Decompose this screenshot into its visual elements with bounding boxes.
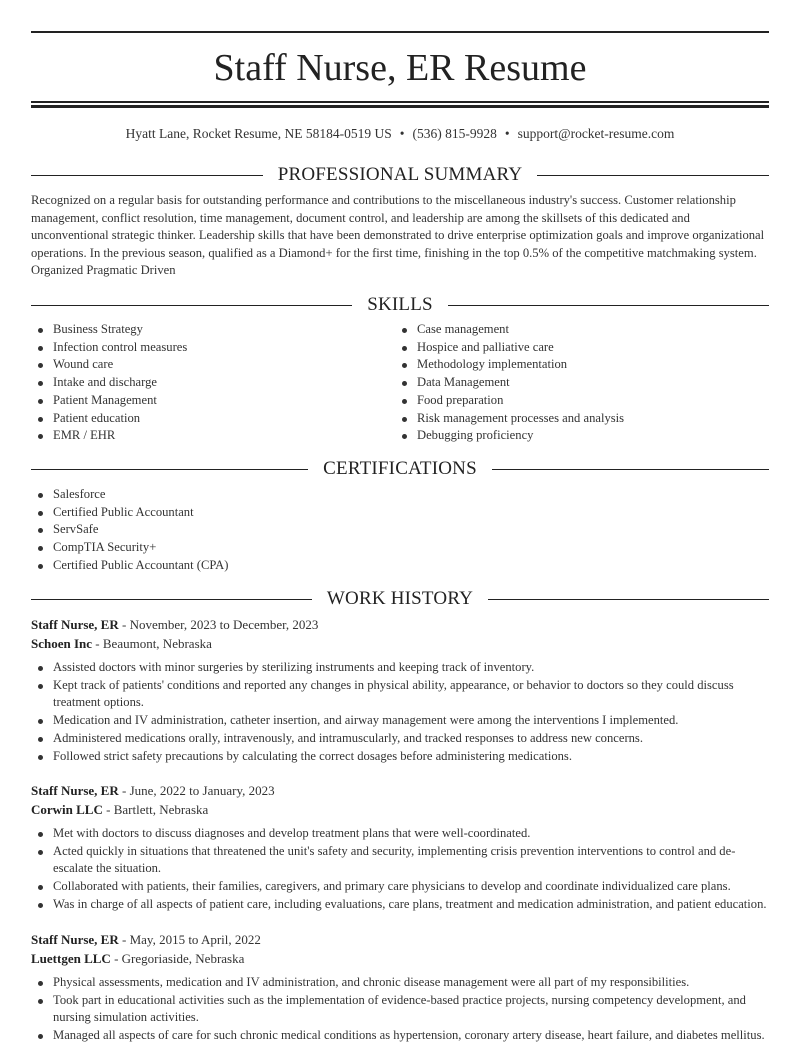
skill-item: Debugging proficiency xyxy=(395,427,769,445)
section-rule-right xyxy=(448,305,769,306)
contact-separator: • xyxy=(504,126,510,141)
skill-item: Food preparation xyxy=(395,392,769,410)
job-title: Staff Nurse, ER xyxy=(31,932,119,947)
job-duties-list xyxy=(31,825,769,914)
job-duty-item: Assisted doctors with minor surgeries by sterilizing instruments and keeping track of inventory. xyxy=(31,659,769,677)
professional-summary-text: Recognized on a regular basis for outstanding performance and contributions to the miscellaneous industry's success. Customer relationship management, conflict resolution, time management, document control, and leadership are among the skillsets of this dedicated and unconventional strategic thinker. Leadership skills that have been demonstrated to drive enterprise optimization goals and improve organizational operations. In the previous season, qualified as a Diamond+ for the first time, finishing in the top 0.5% of the competitive matchmaking system. Organized Pragmatic Driven xyxy=(31,193,765,278)
job-duty-item: Acted quickly in situations that threatened the unit's safety and security, implementing crisis prevention interventions to control and de-escalate the situation. xyxy=(31,843,769,878)
job-duties-list xyxy=(31,974,769,1045)
contact-address: Hyatt Lane, Rocket Resume, NE 58184-0519 US xyxy=(125,126,392,141)
company-name: Luettgen LLC xyxy=(31,951,111,966)
company-location: - Bartlett, Nebraska xyxy=(102,802,209,817)
contact-line xyxy=(31,124,769,144)
certification-item: Certified Public Accountant (CPA) xyxy=(31,557,769,575)
section-title-skills: SKILLS xyxy=(367,294,433,315)
skill-item: Patient education xyxy=(31,410,391,428)
company-location: - Gregoriaside, Nebraska xyxy=(110,951,245,966)
skill-item: Hospice and palliative care xyxy=(395,339,769,357)
job-company-line xyxy=(31,800,769,819)
skill-item: Wound care xyxy=(31,356,391,374)
skill-item: Patient Management xyxy=(31,392,391,410)
section-header-summary xyxy=(31,162,769,188)
skill-item: Intake and discharge xyxy=(31,374,391,392)
job-entry xyxy=(31,781,769,914)
job-duty-item: Collaborated with patients, their families, caregivers, and primary care physicians to develop and coordinate individualized care plans. xyxy=(31,878,769,896)
certification-item: ServSafe xyxy=(31,521,769,539)
skill-item: EMR / EHR xyxy=(31,427,391,445)
section-rule-right xyxy=(537,175,769,176)
job-role-line xyxy=(31,615,769,634)
section-header-work-history xyxy=(31,586,769,612)
top-divider xyxy=(31,31,769,33)
certification-item: Salesforce xyxy=(31,486,769,504)
job-role-line xyxy=(31,930,769,949)
section-rule-left xyxy=(31,175,263,176)
certification-item: Certified Public Accountant xyxy=(31,504,769,522)
section-rule-right xyxy=(492,469,769,470)
job-duty-item: Kept track of patients' conditions and reported any changes in physical ability, appearance, or behavior to doctors so they could discuss treatment options. xyxy=(31,677,769,712)
section-title-work-history: WORK HISTORY xyxy=(326,588,474,609)
skill-item: Risk management processes and analysis xyxy=(395,410,769,428)
contact-email: support@rocket-resume.com xyxy=(517,126,675,141)
job-dates: - November, 2023 to December, 2023 xyxy=(118,617,319,632)
section-rule-left xyxy=(31,305,352,306)
job-title: Staff Nurse, ER xyxy=(31,783,119,798)
title-divider-upper xyxy=(31,101,769,103)
company-location: - Beaumont, Nebraska xyxy=(92,636,212,651)
skill-item: Infection control measures xyxy=(31,339,391,357)
job-company-line xyxy=(31,634,769,653)
job-duties-list xyxy=(31,659,769,765)
section-title-summary: PROFESSIONAL SUMMARY xyxy=(277,164,523,185)
skill-item: Case management xyxy=(395,321,769,339)
job-dates: - June, 2022 to January, 2023 xyxy=(118,783,275,798)
job-duty-item: Administered medications orally, intravenously, and intramuscularly, and tracked responses to address new concerns. xyxy=(31,730,769,748)
job-dates: - May, 2015 to April, 2022 xyxy=(118,932,261,947)
job-duty-item: Managed all aspects of care for such chronic medical conditions as hypertension, coronary artery disease, heart failure, and diabetes mellitus. xyxy=(31,1027,769,1045)
contact-phone: (536) 815-9928 xyxy=(412,126,497,141)
resume-title: Staff Nurse, ER Resume xyxy=(213,47,587,89)
job-duty-item: Met with doctors to discuss diagnoses and develop treatment plans that were well-coordinated. xyxy=(31,825,769,843)
contact-separator: • xyxy=(399,126,405,141)
job-entry xyxy=(31,615,769,765)
section-title-certifications: CERTIFICATIONS xyxy=(323,458,477,479)
job-duty-item: Was in charge of all aspects of patient care, including evaluations, care plans, treatment and medication administration, and patient education. xyxy=(31,896,769,914)
certification-item: CompTIA Security+ xyxy=(31,539,769,557)
job-entry xyxy=(31,930,769,1045)
skill-item: Methodology implementation xyxy=(395,356,769,374)
job-duty-item: Medication and IV administration, catheter insertion, and airway management were among the interventions I implemented. xyxy=(31,712,769,730)
company-name: Corwin LLC xyxy=(31,802,103,817)
section-rule-left xyxy=(31,469,308,470)
job-duty-item: Physical assessments, medication and IV administration, and chronic disease management were all part of my responsibilities. xyxy=(31,974,769,992)
job-duty-item: Took part in educational activities such as the implementation of evidence-based practice projects, nursing competency development, and nursing simulation activities. xyxy=(31,992,769,1027)
job-company-line xyxy=(31,949,769,968)
skill-item: Data Management xyxy=(395,374,769,392)
job-title: Staff Nurse, ER xyxy=(31,617,119,632)
title-divider-lower xyxy=(31,105,769,108)
section-rule-left xyxy=(31,599,312,600)
certifications-list xyxy=(31,486,769,575)
job-duty-item: Followed strict safety precautions by calculating the correct dosages before administering medications. xyxy=(31,748,769,766)
section-header-skills xyxy=(31,292,769,318)
skills-list-right xyxy=(395,321,769,445)
section-rule-right xyxy=(488,599,769,600)
skills-list-left xyxy=(31,321,391,445)
company-name: Schoen Inc xyxy=(31,636,93,651)
skill-item: Business Strategy xyxy=(31,321,391,339)
section-header-certifications xyxy=(31,456,769,482)
job-role-line xyxy=(31,781,769,800)
